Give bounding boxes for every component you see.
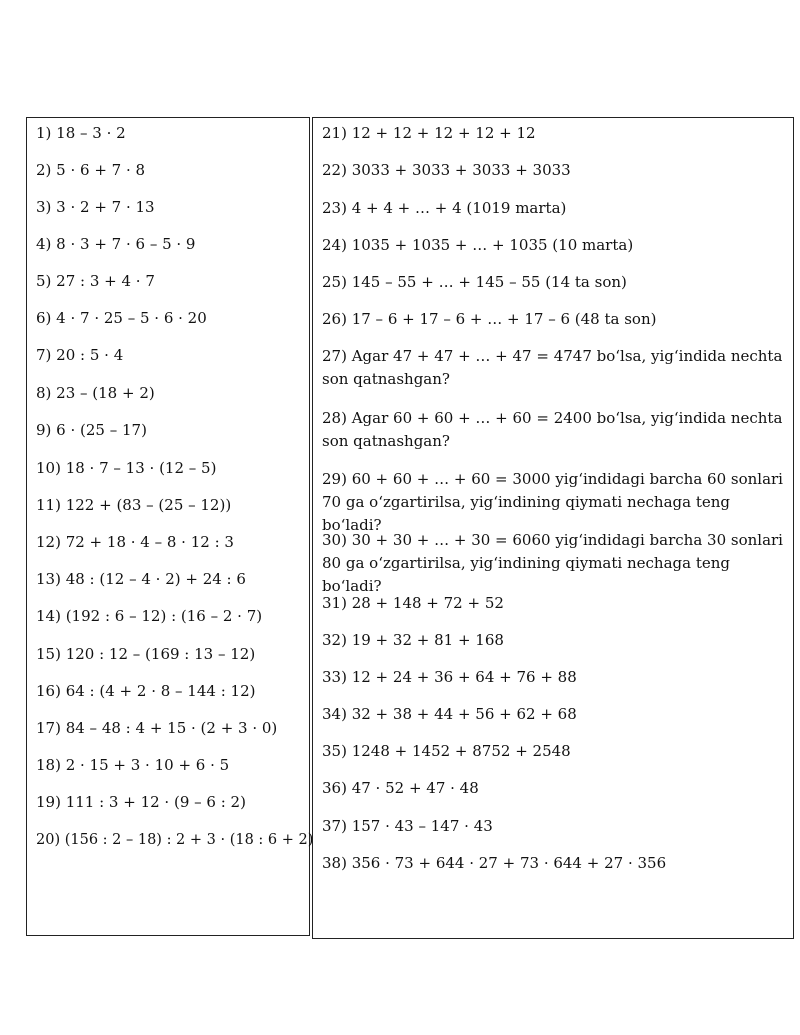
problem-item: 12) 72 + 18 · 4 – 8 · 12 : 3 (36, 533, 234, 551)
problem-item: 28) Agar 60 + 60 + … + 60 = 2400 bo‘lsa, yig‘indida nechta son qatnashgan? (322, 409, 783, 450)
problem-item: 4) 8 · 3 + 7 · 6 – 5 · 9 (36, 235, 196, 253)
problem-item: 8) 23 – (18 + 2) (36, 384, 155, 402)
problem-item: 19) 111 : 3 + 12 · (9 – 6 : 2) (36, 793, 246, 811)
problem-item: 38) 356 · 73 + 644 · 27 + 73 · 644 + 27 · 356 (322, 854, 667, 872)
problem-item: 31) 28 + 148 + 72 + 52 (322, 594, 504, 612)
problem-item: 36) 47 · 52 + 47 · 48 (322, 779, 479, 797)
problem-item: 35) 1248 + 1452 + 8752 + 2548 (322, 742, 571, 760)
problem-item: 37) 157 · 43 – 147 · 43 (322, 817, 493, 835)
problem-item: 7) 20 : 5 · 4 (36, 346, 124, 364)
problem-item: 26) 17 – 6 + 17 – 6 + … + 17 – 6 (48 ta son) (322, 310, 657, 328)
right-problem-column (312, 117, 794, 939)
problem-item: 33) 12 + 24 + 36 + 64 + 76 + 88 (322, 668, 577, 686)
problem-item: 25) 145 – 55 + … + 145 – 55 (14 ta son) (322, 273, 627, 291)
problem-item: 13) 48 : (12 – 4 · 2) + 24 : 6 (36, 570, 246, 588)
problem-item: 23) 4 + 4 + … + 4 (1019 marta) (322, 199, 567, 217)
problem-item: 22) 3033 + 3033 + 3033 + 3033 (322, 161, 571, 179)
problem-item: 16) 64 : (4 + 2 · 8 – 144 : 12) (36, 682, 256, 700)
problem-item: 9) 6 · (25 – 17) (36, 421, 147, 439)
problem-item: 29) 60 + 60 + … + 60 = 3000 yig‘indidagi barcha 60 sonlari 70 ga o‘zgartirilsa, yig‘indining qiymati nechaga teng bo‘ladi? (322, 470, 783, 534)
problem-item: 14) (192 : 6 – 12) : (16 – 2 · 7) (36, 607, 263, 625)
problem-item: 2) 5 · 6 + 7 · 8 (36, 161, 146, 179)
problem-item: 3) 3 · 2 + 7 · 13 (36, 198, 155, 216)
problem-item: 30) 30 + 30 + … + 30 = 6060 yig‘indidagi barcha 30 sonlari 80 ga o‘zgartirilsa, yig‘indining qiymati nechaga teng bo‘ladi? (322, 531, 783, 595)
problem-item: 32) 19 + 32 + 81 + 168 (322, 631, 504, 649)
problem-item: 34) 32 + 38 + 44 + 56 + 62 + 68 (322, 705, 577, 723)
problem-item: 21) 12 + 12 + 12 + 12 + 12 (322, 124, 536, 142)
problem-item: 24) 1035 + 1035 + … + 1035 (10 marta) (322, 236, 634, 254)
problem-item: 1) 18 – 3 · 2 (36, 124, 126, 142)
problem-item: 5) 27 : 3 + 4 · 7 (36, 272, 155, 290)
problem-item: 27) Agar 47 + 47 + … + 47 = 4747 bo‘lsa, yig‘indida nechta son qatnashgan? (322, 347, 783, 388)
problem-item: 10) 18 · 7 – 13 · (12 – 5) (36, 459, 217, 477)
problem-item: 11) 122 + (83 – (25 – 12)) (36, 496, 232, 514)
problem-item: 20) (156 : 2 – 18) : 2 + 3 · (18 : 6 + 2) (36, 832, 314, 848)
problem-item: 6) 4 · 7 · 25 – 5 · 6 · 20 (36, 309, 207, 327)
problem-item: 15) 120 : 12 – (169 : 13 – 12) (36, 645, 256, 663)
left-problem-column (26, 117, 314, 936)
problem-item: 18) 2 · 15 + 3 · 10 + 6 · 5 (36, 756, 230, 774)
problem-item: 17) 84 – 48 : 4 + 15 · (2 + 3 · 0) (36, 719, 278, 737)
